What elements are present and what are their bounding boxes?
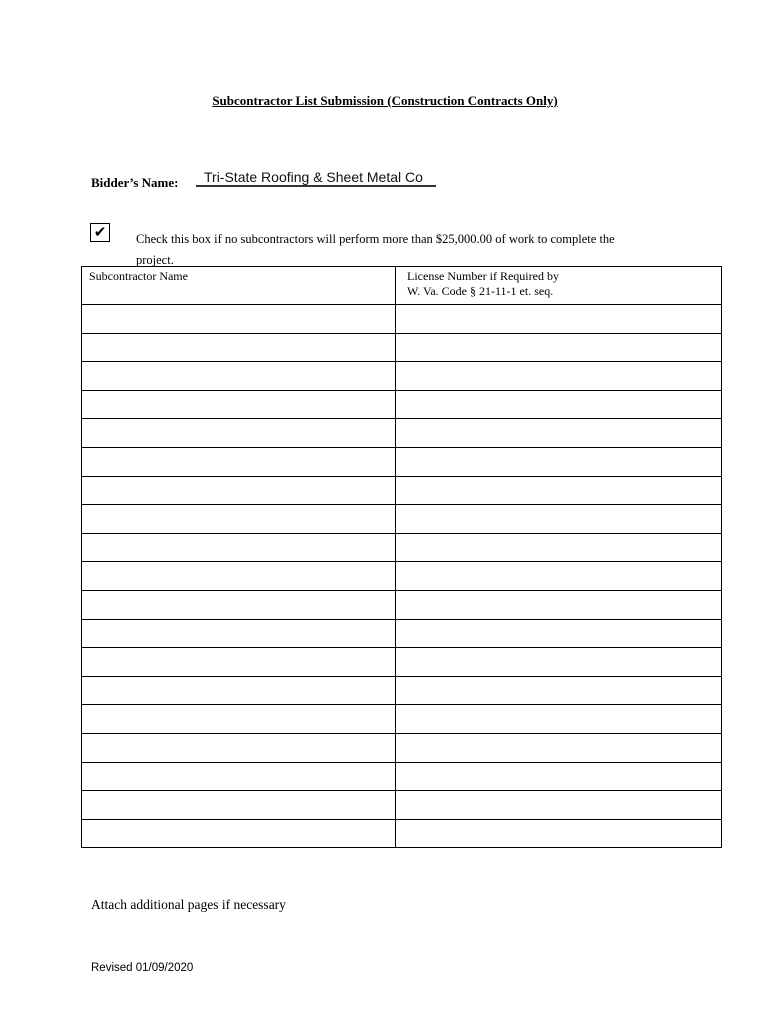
subcontractor-name-cell[interactable] (82, 676, 396, 705)
revision-date: Revised 01/09/2020 (91, 962, 194, 974)
checkbox-description-line2: project. (136, 253, 174, 267)
license-number-cell[interactable] (396, 419, 722, 448)
subcontractor-name-cell[interactable] (82, 305, 396, 334)
license-number-cell[interactable] (396, 390, 722, 419)
subcontractor-name-cell[interactable] (82, 476, 396, 505)
checkbox-description (136, 229, 696, 271)
subcontractor-table (81, 266, 722, 848)
checkbox-description-line1: Check this box if no subcontractors will perform more than $25,000.00 of work to complete the (136, 232, 615, 246)
license-number-cell[interactable] (396, 447, 722, 476)
column-header-license-number (396, 267, 722, 305)
subcontractor-name-cell[interactable] (82, 419, 396, 448)
table-row (82, 305, 722, 334)
subcontractor-name-cell[interactable] (82, 447, 396, 476)
table-row (82, 562, 722, 591)
table-row (82, 791, 722, 820)
table-row (82, 819, 722, 848)
license-number-cell[interactable] (396, 476, 722, 505)
table-row (82, 505, 722, 534)
license-number-cell[interactable] (396, 733, 722, 762)
table-row (82, 676, 722, 705)
table-row (82, 590, 722, 619)
bidder-name-field[interactable]: Tri-State Roofing & Sheet Metal Co (196, 167, 436, 187)
license-number-cell[interactable] (396, 590, 722, 619)
table-row (82, 533, 722, 562)
subcontractor-name-cell[interactable] (82, 819, 396, 848)
license-number-cell[interactable] (396, 819, 722, 848)
subcontractor-name-cell[interactable] (82, 648, 396, 677)
license-number-cell[interactable] (396, 562, 722, 591)
license-number-cell[interactable] (396, 791, 722, 820)
table-row (82, 447, 722, 476)
license-number-cell[interactable] (396, 505, 722, 534)
subcontractor-name-cell[interactable] (82, 562, 396, 591)
license-number-cell[interactable] (396, 305, 722, 334)
form-title: Subcontractor List Submission (Construction Contracts Only) (212, 93, 558, 108)
license-number-cell[interactable] (396, 676, 722, 705)
table-row (82, 476, 722, 505)
table-row (82, 362, 722, 391)
subcontractor-name-cell[interactable] (82, 733, 396, 762)
attach-note: Attach additional pages if necessary (91, 897, 286, 912)
no-subcontractors-checkbox[interactable]: ✔ (90, 223, 110, 242)
table-header-row (82, 267, 722, 305)
column-header-license-line1: License Number if Required by (407, 269, 559, 283)
table-row (82, 390, 722, 419)
license-number-cell[interactable] (396, 762, 722, 791)
bidder-name-label: Bidder’s Name: (91, 175, 179, 190)
subcontractor-name-cell[interactable] (82, 390, 396, 419)
table-row (82, 619, 722, 648)
subcontractor-name-cell[interactable] (82, 590, 396, 619)
subcontractor-name-cell[interactable] (82, 505, 396, 534)
table-row (82, 733, 722, 762)
subcontractor-name-cell[interactable] (82, 362, 396, 391)
license-number-cell[interactable] (396, 705, 722, 734)
table-body (82, 305, 722, 848)
subcontractor-name-cell[interactable] (82, 791, 396, 820)
table-row (82, 333, 722, 362)
license-number-cell[interactable] (396, 533, 722, 562)
column-header-subcontractor-name: Subcontractor Name (82, 267, 396, 305)
license-number-cell[interactable] (396, 362, 722, 391)
table-row (82, 762, 722, 791)
table-row (82, 648, 722, 677)
subcontractor-name-cell[interactable] (82, 533, 396, 562)
table-row (82, 705, 722, 734)
subcontractor-name-cell[interactable] (82, 333, 396, 362)
license-number-cell[interactable] (396, 333, 722, 362)
table-row (82, 419, 722, 448)
license-number-cell[interactable] (396, 648, 722, 677)
subcontractor-name-cell[interactable] (82, 705, 396, 734)
license-number-cell[interactable] (396, 619, 722, 648)
subcontractor-name-cell[interactable] (82, 762, 396, 791)
subcontractor-name-cell[interactable] (82, 619, 396, 648)
column-header-license-line2: W. Va. Code § 21-11-1 et. seq. (407, 284, 554, 298)
